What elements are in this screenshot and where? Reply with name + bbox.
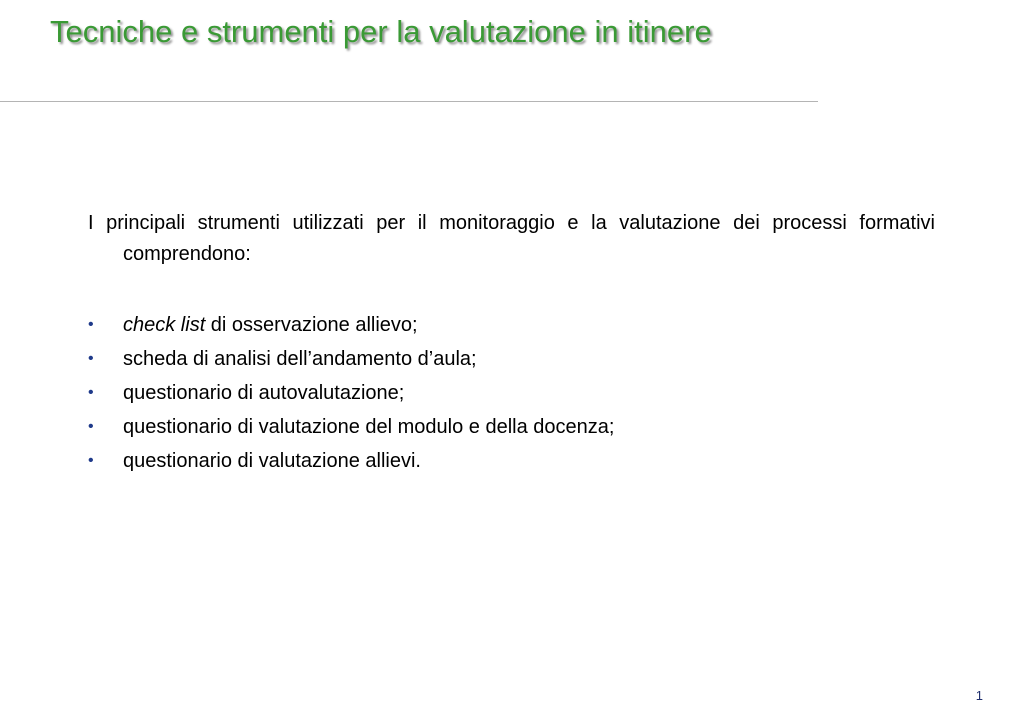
bullet-icon: • [88,452,94,469]
intro-paragraph: I principali strumenti utilizzati per il monitoraggio e la valutazione dei processi formativi comprendono: [88,212,935,265]
list-item-text: di osservazione allievo; [205,314,418,336]
slide-title: Tecniche e strumenti per la valutazione in itinere [50,14,712,49]
list-item-text: questionario di valutazione del modulo e della docenza; [123,416,615,438]
bullet-icon: • [88,316,94,333]
list-item [88,376,935,410]
bullet-icon: • [88,384,94,401]
list-item [88,410,935,444]
title-divider [0,101,818,102]
page-number: 1 [975,688,983,703]
list-item-italic: check list [123,314,206,336]
bullet-icon: • [88,418,94,435]
list-item-text: questionario di valutazione allievi. [123,450,421,472]
list-item [88,342,935,376]
list-item-text: questionario di autovalutazione; [123,382,405,404]
slide-body [88,208,935,478]
list-item [88,308,935,342]
list-item-text: scheda di analisi dell’andamento d’aula; [123,348,477,370]
bullet-icon: • [88,350,94,367]
bullet-list [88,308,935,478]
list-item [88,444,935,478]
